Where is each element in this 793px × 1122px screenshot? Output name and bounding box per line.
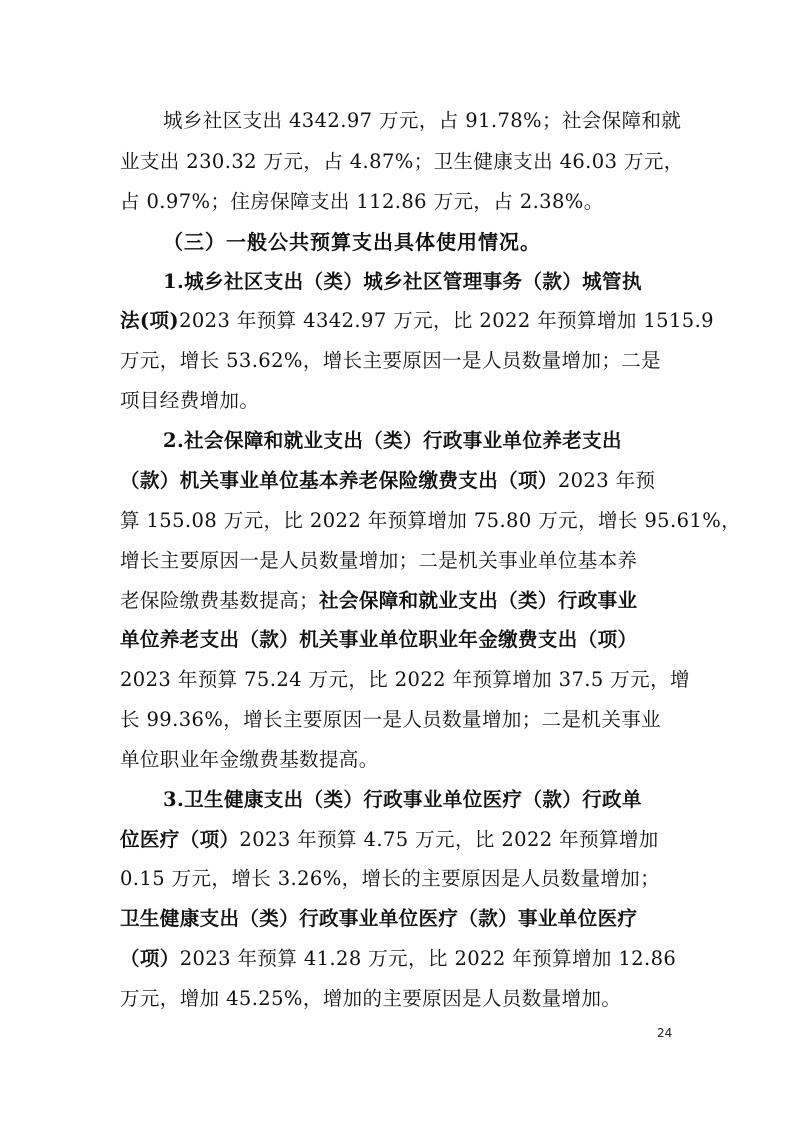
- section-2-line-4: 增长主要原因一是人员数量增加；二是机关事业单位基本养: [120, 549, 638, 572]
- section-2-line-3: 算 155.08 万元，比 2022 年预算增加 75.80 万元，增长 95.61%，: [120, 509, 742, 532]
- section-3-subtitle-line-1: 卫生健康支出（类）行政事业单位医疗（款）事业单位医疗: [120, 907, 638, 930]
- section-3-title-line-1: 3.卫生健康支出（类）行政事业单位医疗（款）行政单: [163, 788, 642, 811]
- section-2-subtitle-line-2: 单位养老支出（款）机关事业单位职业年金缴费支出（项）: [120, 628, 638, 651]
- section-3-line-5-text: 2023 年预算 41.28 万元，比 2022 年预算增加 12.86: [179, 947, 677, 970]
- section-3-line-5: [120, 944, 675, 974]
- section-2-title-line-1: 2.社会保障和就业支出（类）行政事业单位养老支出: [163, 429, 622, 452]
- section-3-subtitle-line-2: （项）: [120, 947, 180, 970]
- section-1-line-2: [120, 306, 714, 336]
- section-2-title-line-2: （款）机关事业单位基本养老保险缴费支出（项）: [120, 469, 558, 492]
- page-number: 24: [657, 1026, 673, 1040]
- section-1-title-line-2: 法(项): [120, 309, 180, 332]
- section-2-subtitle-line-1: 社会保障和就业支出（类）行政事业: [319, 589, 638, 612]
- section-3-line-2: [120, 825, 675, 855]
- paragraph-1-line-1: 城乡社区支出 4342.97 万元，占 91.78%；社会保障和就: [163, 109, 682, 132]
- section-3-line-6: 万元，增加 45.25%，增加的主要原因是人员数量增加。: [120, 987, 622, 1010]
- section-2-line-2-text: 2023 年预: [557, 469, 656, 492]
- paragraph-1-line-2: 业支出 230.32 万元，占 4.87%；卫生健康支出 46.03 万元，: [120, 150, 684, 173]
- paragraph-1-line-3: 占 0.97%；住房保障支出 112.86 万元，占 2.38%。: [120, 190, 604, 213]
- section-3-title-line-2: 位医疗（项）: [120, 828, 240, 851]
- section-2-line-2: [120, 466, 675, 496]
- section-1-title-line-1: 1.城乡社区支出（类）城乡社区管理事务（款）城管执: [163, 270, 642, 293]
- section-3-line-2-text: 2023 年预算 4.75 万元，比 2022 年预算增加: [239, 828, 659, 851]
- section-1-line-2-text: 2023 年预算 4342.97 万元，比 2022 年预算增加 1515.9: [179, 309, 714, 332]
- section-1-line-4: 项目经费增加。: [120, 389, 260, 412]
- section-2-line-5-text: 老保险缴费基数提高；: [120, 589, 320, 612]
- section-2-line-5: [120, 586, 675, 616]
- section-2-line-9: 单位职业年金缴费基数提高。: [120, 748, 379, 771]
- section-2-line-8: 长 99.36%，增长主要原因一是人员数量增加；二是机关事业: [120, 708, 662, 731]
- section-2-line-7: 2023 年预算 75.24 万元，比 2022 年预算增加 37.5 万元，增: [120, 668, 690, 691]
- section-heading: （三）一般公共预算支出具体使用情况。: [163, 230, 541, 254]
- section-3-line-3: 0.15 万元，增长 3.26%，增长的主要原因是人员数量增加；: [120, 867, 661, 890]
- section-1-line-3: 万元，增长 53.62%，增长主要原因一是人员数量增加；二是: [120, 349, 662, 372]
